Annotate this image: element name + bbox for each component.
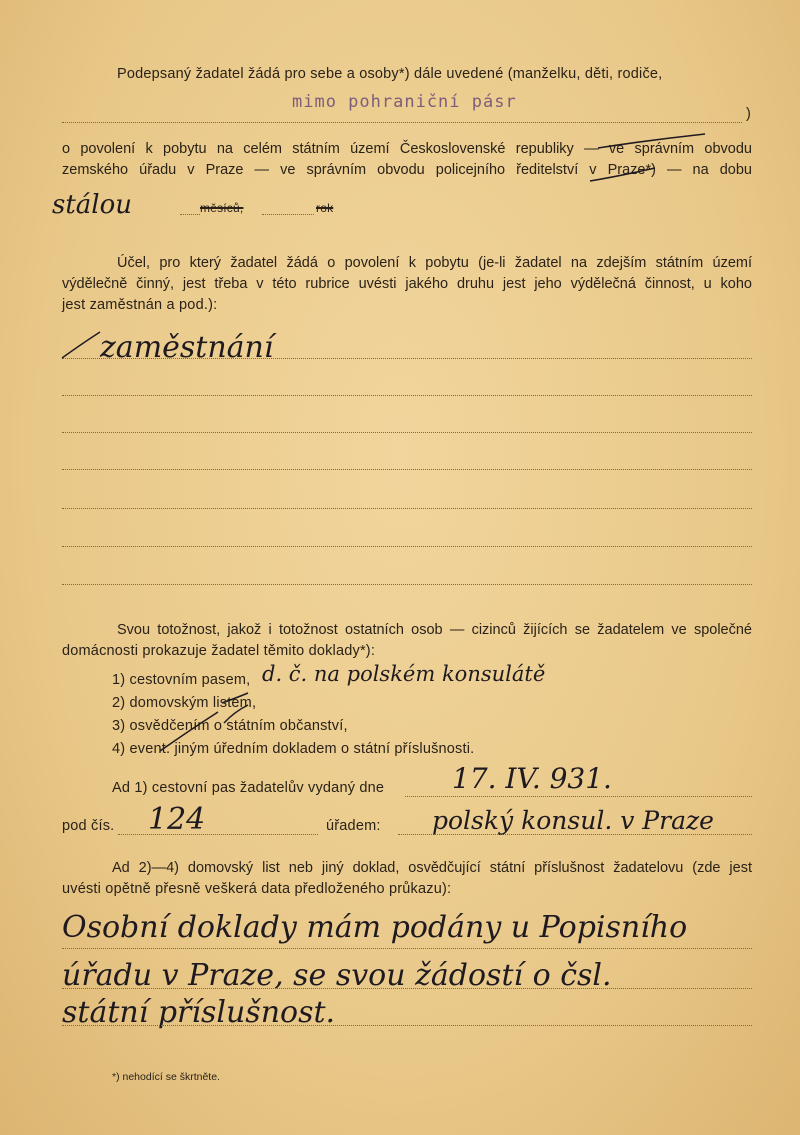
passport-number: 124 (148, 802, 206, 837)
ad24-line-1: Ad 2)—4) domovský list neb jiný doklad, osvědčující státní příslušnost žadatelovu (zde jest (112, 860, 752, 876)
identity-line-1: Svou totožnost, jakož i totožnost ostatních osob — cizinců žijících se žadatelem ve společné (117, 622, 752, 638)
permit-scope-line-2: zemského úřadu v Praze — ve správním obvodu policejního ředitelství v Praze*) — na dobu (62, 162, 752, 178)
border-zone-stamp: mimo pohraniční pásr (292, 92, 517, 112)
authority-label: úřadem: (326, 818, 381, 834)
purpose-line-2: výdělečně činný, jest třeba v této rubrice uvésti jakého druhu jest jeho výdělečná činnost, u koho (62, 276, 752, 292)
years-label: rok (316, 201, 334, 215)
passport-number-label: pod čís. (62, 818, 115, 834)
doc-passport-label: 1) cestovním pasem, (112, 672, 251, 688)
ad24-line-2: uvésti opětně přesně veškerá data předloženého průkazu): (62, 881, 452, 897)
handwritten-doc-line-3: státní příslušnost. (62, 995, 336, 1030)
handwritten-duration: stálou (52, 190, 133, 220)
applicant-intro-line: Podepsaný žadatel žádá pro sebe a osoby*) dále uvedené (manželku, děti, rodiče, (117, 66, 663, 82)
identity-line-2: domácnosti prokazuje žadatel těmito doklady*): (62, 643, 376, 659)
purpose-line-3: jest zaměstnán a pod.): (62, 297, 218, 313)
purpose-line-1: Účel, pro který žadatel žádá o povolení k pobytu (je-li žadatel na zdejším státním území (117, 255, 752, 271)
handwritten-doc-line-1: Osobní doklady mám podány u Popisního (62, 910, 688, 945)
handwritten-doc-line-2: úřadu v Praze, se svou žádostí o čsl. (62, 958, 612, 993)
passport-issue-date: 17. IV. 931. (452, 762, 612, 795)
passport-issued-label: Ad 1) cestovní pas žadatelův vydaný dne (112, 780, 385, 796)
months-label: měsíců, (200, 201, 244, 215)
footnote: *) nehodící se škrtněte. (112, 1071, 220, 1083)
doc-other-label: 4) event. jiným úředním dokladem o státní příslušnosti. (112, 741, 475, 757)
issuing-authority: polský konsul. v Praze (432, 806, 714, 835)
permit-scope-line: o povolení k pobytu na celém státním území Československé republiky — ve správním obvodu (62, 141, 752, 157)
doc-citizenship-label: 3) osvědčením o státním občanství, (112, 718, 348, 734)
doc-passport-note: d. č. na polském konsulátě (262, 662, 546, 686)
closing-parenthesis: ) (746, 106, 752, 122)
doc-domicile-label: 2) domovským listem, (112, 695, 257, 711)
handwritten-purpose: zaměstnání (100, 330, 274, 365)
